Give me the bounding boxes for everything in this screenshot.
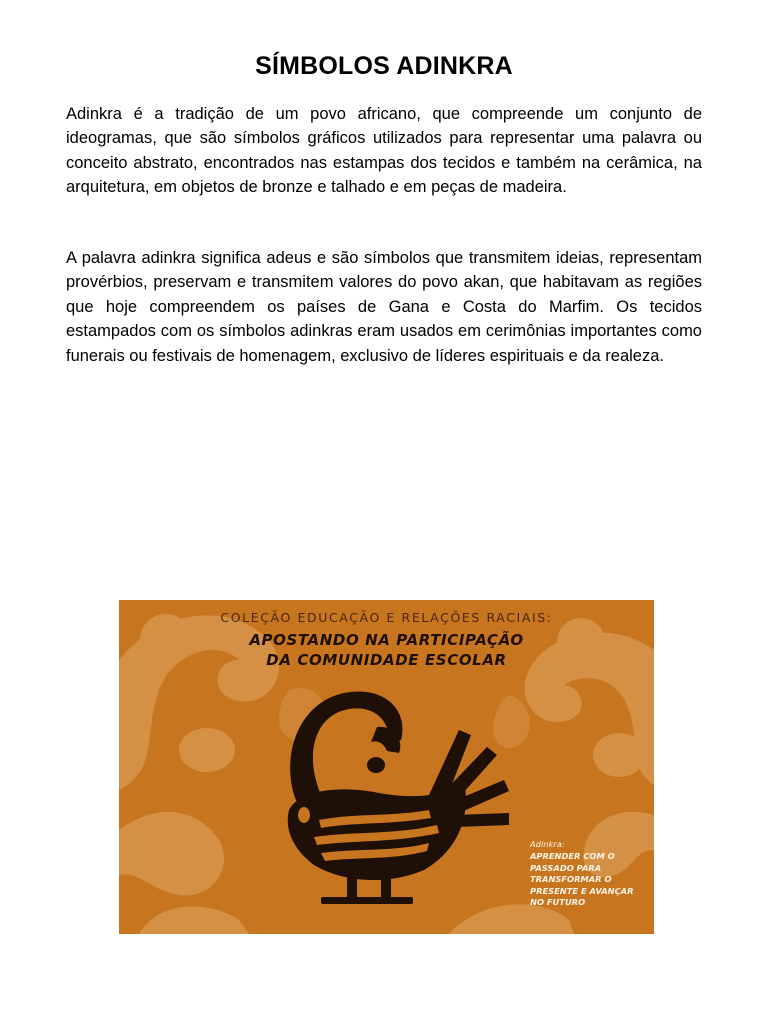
- cover-note-heading: Adinkra:: [530, 839, 565, 849]
- book-cover-image: [119, 600, 654, 934]
- page-title: SÍMBOLOS ADINKRA: [255, 52, 513, 80]
- cover-note-body: APRENDER COM O PASSADO PARA TRANSFORMAR O PRESENTE E AVANÇAR NO FUTURO: [530, 851, 634, 907]
- meaning-paragraph: A palavra adinkra significa adeus e são símbolos que transmitem ideias, representam provérbios, preservam e transmitem valores do povo akan, que habitavam as regiões que hoje compreendem os países de Gana e Costa do Marfim. Os tecidos estampados com os símbolos adinkras eram usados em cerimônias importantes como funerais ou festivais de homenagem, exclusivo de líderes espirituais e da realeza.: [66, 249, 702, 365]
- cover-series-title: COLEÇÃO EDUCAÇÃO E RELAÇÕES RACIAIS:: [220, 610, 553, 625]
- cover-title-line-2: DA COMUNIDADE ESCOLAR: [266, 651, 507, 669]
- sankofa-bird-icon: [259, 685, 519, 910]
- cover-title-line-1: APOSTANDO NA PARTICIPAÇÃO: [249, 631, 524, 649]
- intro-paragraph: Adinkra é a tradição de um povo africano, que compreende um conjunto de ideogramas, que são símbolos gráficos utilizados para representar uma palavra ou conceito abstrato, encontrados nas estampas dos tecidos e também na cerâmica, na arquitetura, em objetos de bronze e talhado e em peças de madeira.: [66, 105, 702, 197]
